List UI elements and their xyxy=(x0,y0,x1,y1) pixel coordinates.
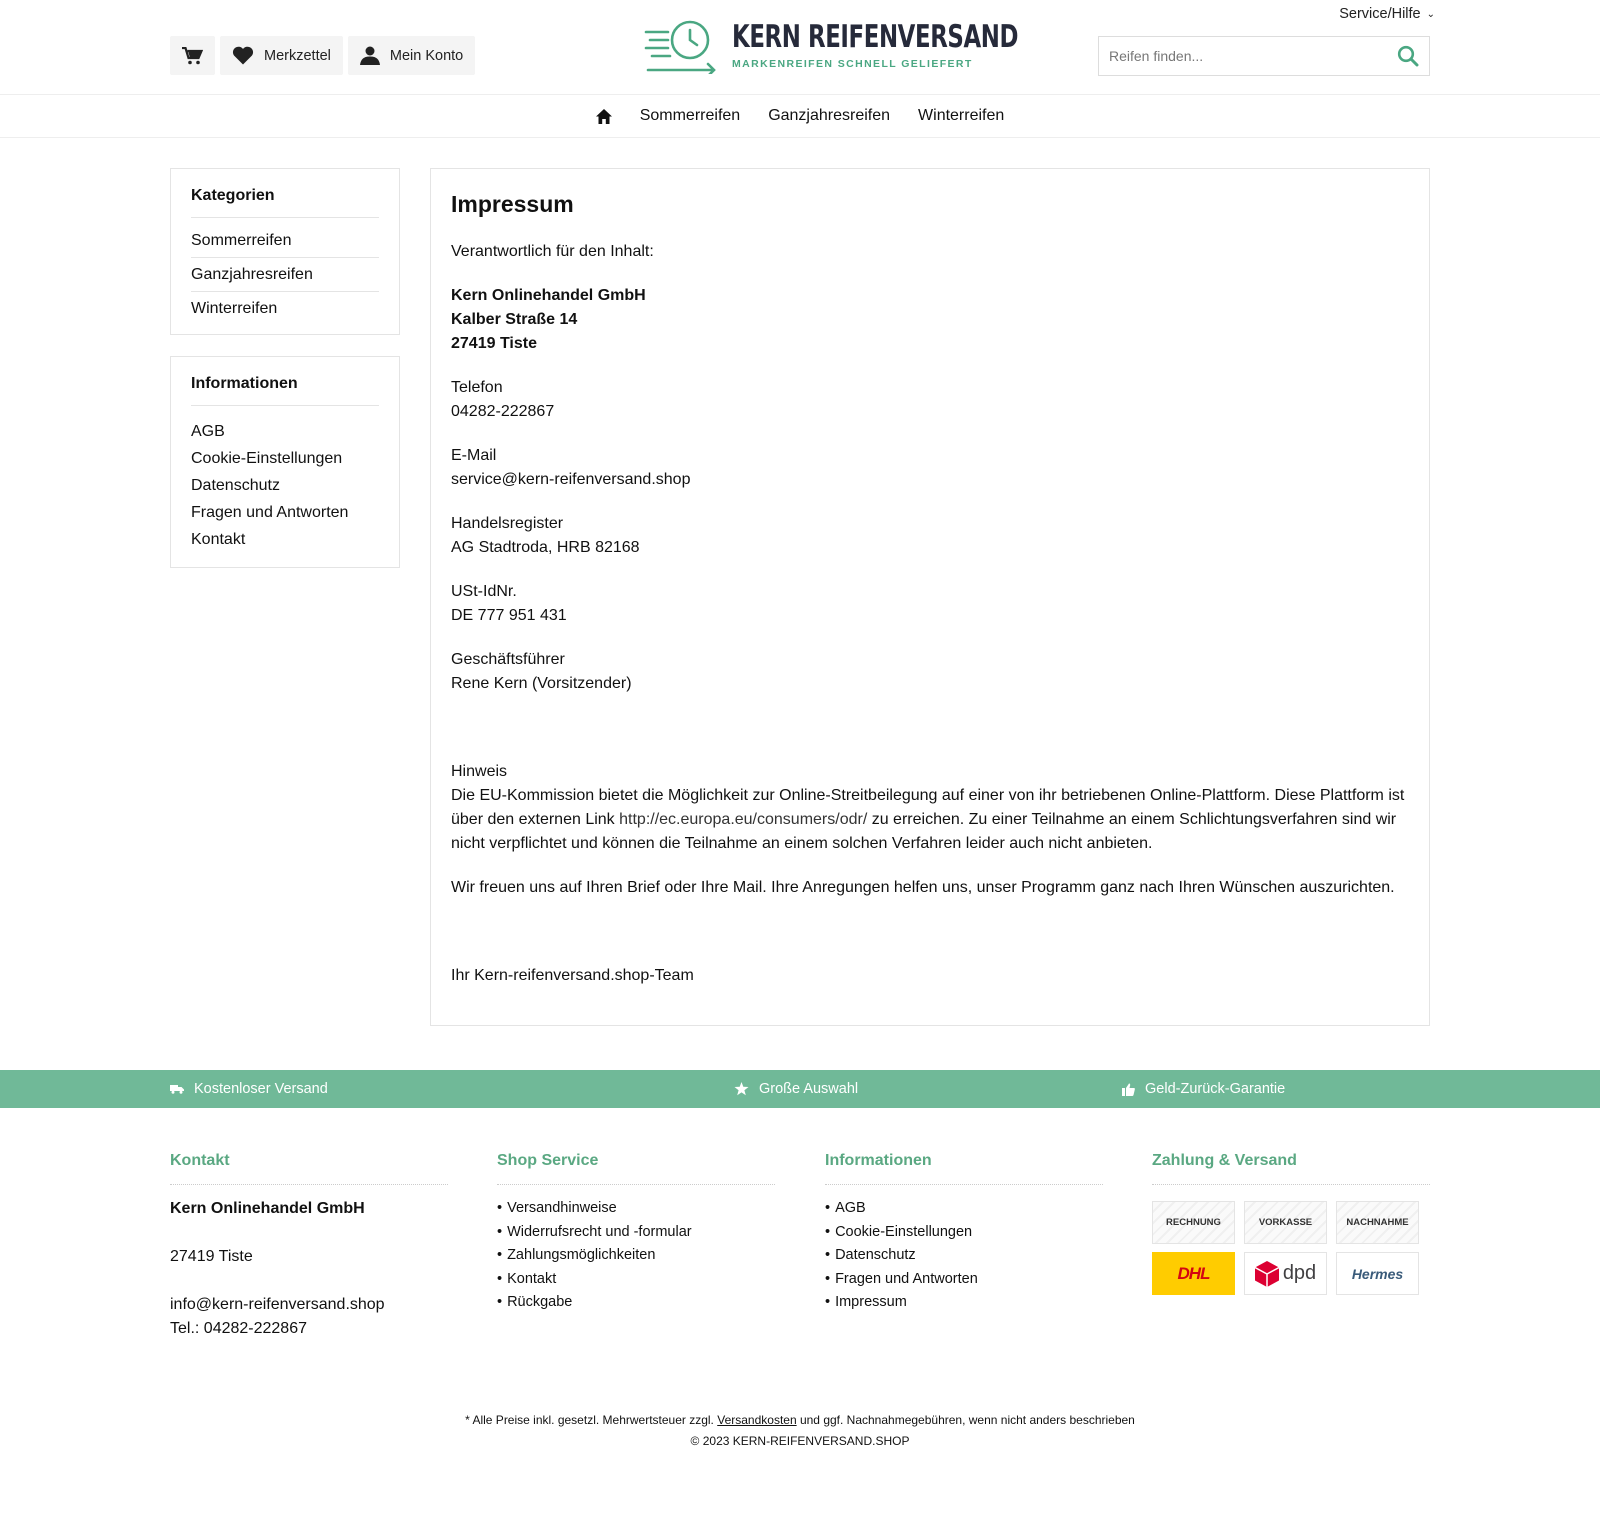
heart-icon xyxy=(232,46,254,65)
price-notice xyxy=(0,1410,1600,1431)
footer-payment-shipping xyxy=(1152,1152,1430,1295)
notice-label: Hinweis xyxy=(451,763,508,780)
dpd-logo xyxy=(1244,1252,1327,1295)
signature-text: Ihr Kern-reifenversand.shop-Team xyxy=(451,967,694,984)
information-box xyxy=(170,356,400,568)
footer-email[interactable]: info@kern-reifenversand.shop xyxy=(170,1296,385,1313)
footer-company: Kern Onlinehandel GmbH xyxy=(170,1200,365,1217)
payment-logos xyxy=(1152,1201,1430,1295)
dpd-cube-icon xyxy=(1255,1261,1279,1287)
footer-information xyxy=(825,1152,1103,1315)
payment-prepayment-badge: VORKASSE xyxy=(1244,1201,1327,1244)
footer-contact-title: Kontakt xyxy=(170,1152,448,1185)
notice-block xyxy=(451,760,1409,856)
search-input[interactable] xyxy=(1109,48,1397,64)
usp-bar xyxy=(0,1070,1600,1108)
information-title: Informationen xyxy=(191,375,379,406)
footer-link-cookie-settings[interactable]: • Cookie-Einstellungen xyxy=(825,1221,1103,1245)
account-button[interactable] xyxy=(348,36,475,75)
footer-payment-title: Zahlung & Versand xyxy=(1152,1152,1430,1185)
sidebar-item-ganzjahresreifen[interactable]: Ganzjahresreifen xyxy=(191,258,379,292)
ceo-block xyxy=(451,648,1409,696)
price-notice-part2: und ggf. Nachnahmegebühren, wenn nicht anders beschrieben xyxy=(796,1413,1135,1427)
responsible-text: Verantwortlich für den Inhalt: xyxy=(451,243,654,260)
footer-city: 27419 Tiste xyxy=(170,1248,253,1265)
sidebar-item-faq[interactable]: Fragen und Antworten xyxy=(191,504,349,521)
main-navigation xyxy=(0,95,1600,138)
cart-button[interactable] xyxy=(170,36,215,75)
spacer xyxy=(451,920,1409,964)
cart-icon xyxy=(182,47,203,65)
email-block xyxy=(451,444,1409,492)
user-icon xyxy=(360,46,380,65)
search-icon[interactable] xyxy=(1397,45,1419,67)
dpd-label: dpd xyxy=(1282,1262,1317,1284)
page-title: Impressum xyxy=(451,191,574,217)
logo-text xyxy=(732,19,1081,70)
phone-block xyxy=(451,376,1409,424)
footer-link-faq[interactable]: • Fragen und Antworten xyxy=(825,1268,1103,1292)
footer-contact xyxy=(170,1152,448,1341)
footer-info-list xyxy=(825,1197,1103,1315)
ceo-value: Rene Kern (Vorsitzender) xyxy=(451,675,632,692)
payment-cod-badge: NACHNAHME xyxy=(1336,1201,1419,1244)
sidebar-item-winterreifen[interactable]: Winterreifen xyxy=(191,300,278,317)
footer-service-title: Shop Service xyxy=(497,1152,775,1185)
footer-link-privacy[interactable]: • Datenschutz xyxy=(825,1244,1103,1268)
site-footer xyxy=(0,1108,1600,1515)
dhl-logo: DHL xyxy=(1152,1252,1235,1295)
sidebar-item-cookie-settings[interactable]: Cookie-Einstellungen xyxy=(191,450,343,467)
truck-icon xyxy=(170,1084,184,1094)
chevron-down-icon: ⌄ xyxy=(1426,8,1435,20)
ceo-label: Geschäftsführer xyxy=(451,651,565,668)
footer-info-title: Informationen xyxy=(825,1152,1103,1185)
site-header xyxy=(0,0,1600,95)
service-help-label: Service/Hilfe xyxy=(1339,6,1421,22)
footer-service-list xyxy=(497,1197,775,1315)
usp-selection-label: Große Auswahl xyxy=(759,1081,859,1097)
search-box xyxy=(1098,36,1430,76)
footer-link-returns[interactable]: • Rückgabe xyxy=(497,1291,775,1315)
impressum-content xyxy=(430,168,1430,1026)
spacer xyxy=(451,716,1409,760)
closing-text: Wir freuen uns auf Ihren Brief oder Ihre Mail. Ihre Anregungen helfen uns, unser Programm ganz nach Ihren Wünschen auszurichten. xyxy=(451,879,1395,896)
notice-text-part1: Die EU-Kommission bietet die Möglichkeit zur Online-Streitbeilegung auf einer von ihr betriebenen Online-Plattform. Diese Plattform ist über den externen Link xyxy=(451,787,1405,828)
footer-link-withdrawal[interactable]: • Widerrufsrecht und -formular xyxy=(497,1221,775,1245)
service-help-dropdown[interactable] xyxy=(1339,6,1435,22)
nav-item-ganzjahresreifen[interactable]: Ganzjahresreifen xyxy=(768,107,891,124)
account-label: Mein Konto xyxy=(389,47,464,64)
home-link[interactable] xyxy=(596,109,612,124)
page-content xyxy=(0,138,1600,1070)
spacer xyxy=(170,1221,448,1245)
usp-free-shipping xyxy=(170,1070,328,1108)
nav-item-winterreifen[interactable]: Winterreifen xyxy=(918,107,1005,124)
star-icon xyxy=(734,1082,749,1096)
hermes-logo: Hermes xyxy=(1336,1252,1419,1295)
register-block xyxy=(451,512,1409,560)
legal-notice xyxy=(0,1410,1600,1452)
sidebar-item-sommerreifen[interactable]: Sommerreifen xyxy=(191,224,379,258)
footer-shop-service xyxy=(497,1152,775,1315)
logo-title: KERN REIFENVERSAND xyxy=(732,19,1019,55)
sidebar-item-agb[interactable]: AGB xyxy=(191,423,225,440)
usp-guarantee-label: Geld-Zurück-Garantie xyxy=(1145,1081,1286,1097)
register-label: Handelsregister xyxy=(451,515,564,532)
shipping-costs-link[interactable]: Versandkosten xyxy=(717,1413,797,1427)
footer-phone: Tel.: 04282-222867 xyxy=(170,1320,307,1337)
company-street: Kalber Straße 14 xyxy=(451,311,578,328)
footer-link-shipping-info[interactable]: • Versandhinweise xyxy=(497,1197,775,1221)
email-value: service@kern-reifenversand.shop xyxy=(451,471,691,488)
vat-block xyxy=(451,580,1409,628)
usp-selection xyxy=(734,1070,858,1108)
footer-link-agb[interactable]: • AGB xyxy=(825,1197,1103,1221)
information-list xyxy=(191,412,379,553)
sidebar xyxy=(170,168,400,589)
company-address xyxy=(451,284,1409,356)
register-value: AG Stadtroda, HRB 82168 xyxy=(451,539,640,556)
site-logo[interactable] xyxy=(644,18,1081,74)
wishlist-label: Merkzettel xyxy=(264,47,331,64)
phone-value: 04282-222867 xyxy=(451,403,555,420)
categories-box xyxy=(170,168,400,335)
footer-link-impressum[interactable]: • Impressum xyxy=(825,1291,1103,1315)
clock-arrow-logo-icon xyxy=(644,18,718,74)
usp-shipping-label: Kostenloser Versand xyxy=(194,1081,328,1097)
phone-label: Telefon xyxy=(451,379,503,396)
thumbs-up-icon xyxy=(1122,1083,1135,1096)
footer-link-payment-options[interactable]: • Zahlungsmöglichkeiten xyxy=(497,1244,775,1268)
payment-invoice-badge: RECHNUNG xyxy=(1152,1201,1235,1244)
vat-label: USt-IdNr. xyxy=(451,583,517,600)
sidebar-item-contact[interactable]: Kontakt xyxy=(191,531,246,548)
copyright: © 2023 KERN-REIFENVERSAND.SHOP xyxy=(690,1434,910,1448)
header-buttons xyxy=(170,36,475,75)
vat-value: DE 777 951 431 xyxy=(451,607,567,624)
notice-text-part2: zu erreichen. Zu einer Teilnahme an einem Schlichtungsverfahren sind wir nicht verpflichtet und können die Teilnahme an einem solchen Verfahren leider auch nicht anbieten. xyxy=(451,811,1397,852)
price-notice-part1: * Alle Preise inkl. gesetzl. Mehrwertsteuer zzgl. xyxy=(465,1413,718,1427)
sidebar-item-privacy[interactable]: Datenschutz xyxy=(191,477,280,494)
wishlist-button[interactable] xyxy=(220,36,343,75)
nav-item-sommerreifen[interactable]: Sommerreifen xyxy=(639,107,741,124)
home-icon xyxy=(596,109,612,124)
spacer xyxy=(170,1269,448,1293)
logo-subtitle: MARKENREIFEN SCHNELL GELIEFERT xyxy=(732,58,973,70)
usp-money-back xyxy=(1122,1070,1285,1108)
odr-link[interactable]: http://ec.europa.eu/consumers/odr/ xyxy=(619,811,868,828)
company-name: Kern Onlinehandel GmbH xyxy=(451,287,646,304)
email-label: E-Mail xyxy=(451,447,497,464)
categories-title: Kategorien xyxy=(191,187,379,218)
company-city: 27419 Tiste xyxy=(451,335,537,352)
footer-link-contact[interactable]: • Kontakt xyxy=(497,1268,775,1292)
